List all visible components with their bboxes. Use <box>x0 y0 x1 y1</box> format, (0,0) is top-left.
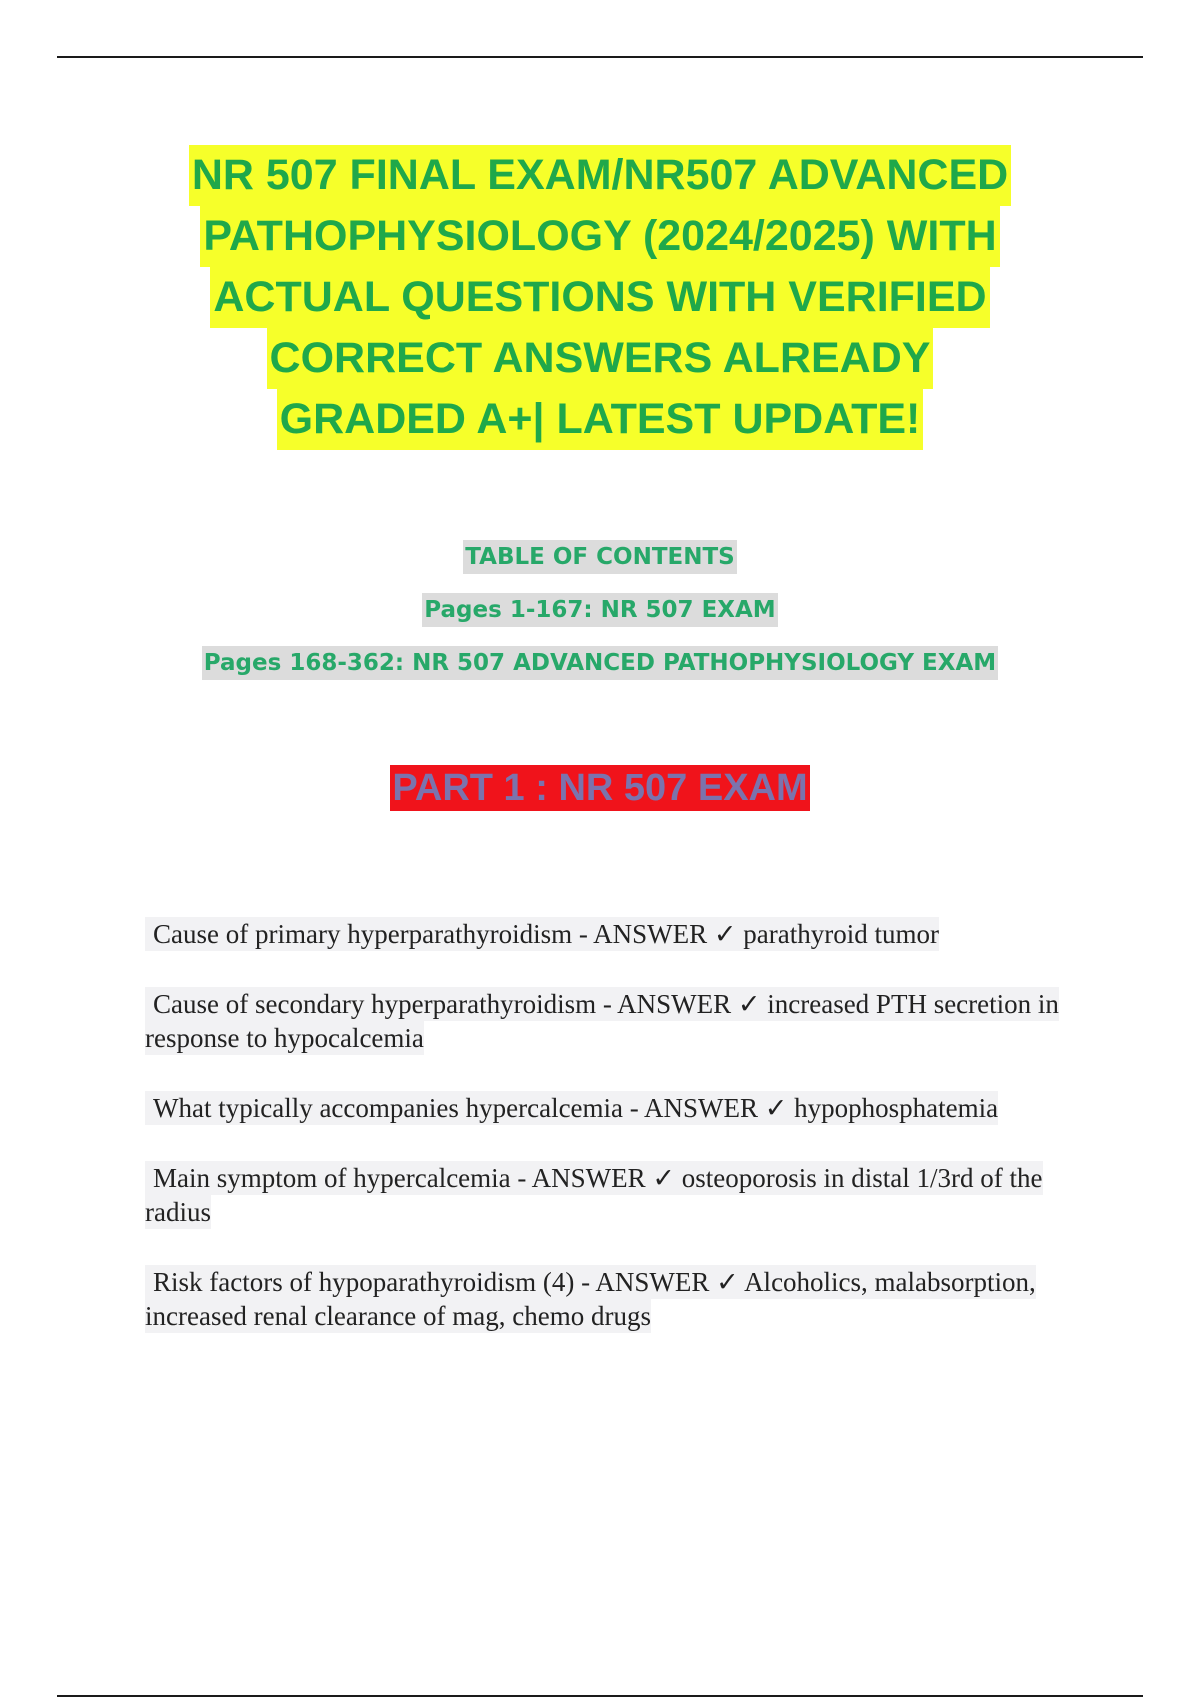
toc-heading: TABLE OF CONTENTS <box>463 540 736 574</box>
part-heading-text: PART 1 : NR 507 EXAM <box>392 767 808 809</box>
title-line: ACTUAL QUESTIONS WITH VERIFIED <box>210 267 989 328</box>
title-line: CORRECT ANSWERS ALREADY <box>267 328 934 389</box>
document-title <box>0 145 1200 450</box>
qa-answer: parathyroid tumor <box>743 919 939 949</box>
qa-item <box>145 1265 1090 1333</box>
bottom-rule <box>57 1695 1143 1697</box>
title-line: NR 507 FINAL EXAM/NR507 ADVANCED <box>189 145 1011 206</box>
qa-question: Main symptom of hypercalcemia <box>153 1163 511 1193</box>
qa-answer: osteoporosis in distal 1/3rd of the radius <box>145 1163 1043 1227</box>
toc-entry: Pages 1-167: NR 507 EXAM <box>422 593 777 627</box>
part-heading <box>0 765 1200 811</box>
qa-list <box>145 917 1090 1369</box>
qa-answer: Alcoholics, malabsorption, increased renal clearance of mag, chemo drugs <box>145 1267 1036 1331</box>
qa-item <box>145 917 1090 951</box>
qa-separator: - ANSWER ✓ <box>574 1267 745 1297</box>
qa-item <box>145 987 1090 1055</box>
toc-entry: Pages 168-362: NR 507 ADVANCED PATHOPHYSIOLOGY EXAM <box>202 646 998 680</box>
qa-item <box>145 1161 1090 1229</box>
qa-separator: - ANSWER ✓ <box>596 989 768 1019</box>
qa-question: What typically accompanies hypercalcemia <box>153 1093 624 1123</box>
qa-question: Cause of secondary hyperparathyroidism <box>153 989 597 1019</box>
qa-separator: - ANSWER ✓ <box>623 1093 795 1123</box>
qa-item <box>145 1091 1090 1125</box>
top-rule <box>57 56 1143 58</box>
qa-separator: - ANSWER ✓ <box>510 1163 682 1193</box>
qa-question: Risk factors of hypoparathyroidism (4) <box>153 1267 575 1297</box>
qa-question: Cause of primary hyperparathyroidism <box>153 919 573 949</box>
table-of-contents <box>0 540 1200 699</box>
qa-separator: - ANSWER ✓ <box>572 919 744 949</box>
title-line: PATHOPHYSIOLOGY (2024/2025) WITH <box>200 206 999 267</box>
title-line: GRADED A+| LATEST UPDATE! <box>277 389 924 450</box>
qa-answer: hypophosphatemia <box>794 1093 999 1123</box>
qa-answer: increased PTH secretion in response to hypocalcemia <box>145 989 1059 1053</box>
